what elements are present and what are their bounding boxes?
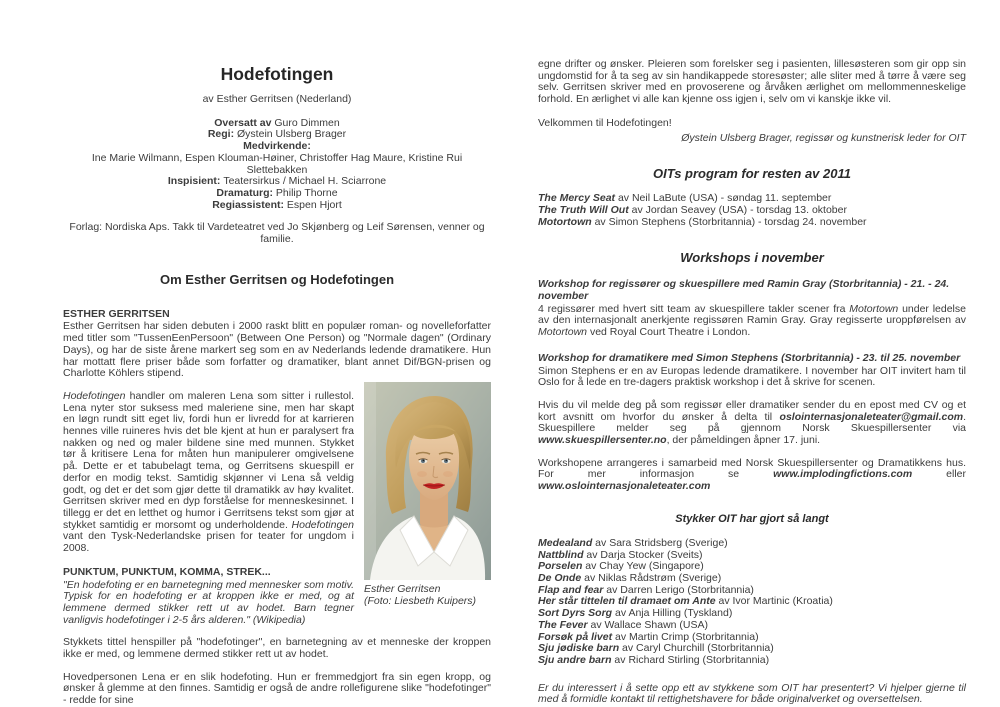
play-item: Nattblind av Darja Stocker (Sveits) bbox=[538, 548, 703, 561]
credit-line-translator: Oversatt av Guro Dimmen bbox=[214, 116, 340, 129]
play-item: Porselen av Chay Yew (Singapore) bbox=[538, 560, 704, 573]
right-column bbox=[538, 58, 966, 706]
workshop-ramin-gray-body: 4 regissører med hvert sitt team av skuespillere takler scener fra Motortown under ledelse av den internasjonalt anerkjente regissøren Ramin Gray. Gray regisserte uroppførelsen av Motortown ved Royal Court Theatre i London. bbox=[538, 302, 966, 339]
title-explanation-paragraph: Stykkets tittel henspiller på "hodefotinger", en barnetegning av et menneske der kroppen ikke er med, og lemmene dermed stikker rett ut av hodet. bbox=[63, 636, 491, 661]
plays-heading: Stykker OIT har gjort så langt bbox=[675, 512, 829, 525]
play-item: Sju andre barn av Richard Stirling (Storbritannia) bbox=[538, 653, 770, 666]
play-item: Her står tittelen til dramaet om Ante av Ivor Martinic (Kroatia) bbox=[538, 595, 833, 608]
credit-line-stage-manager: Inspisient: Teatersirkus / Michael H. Sciarrone bbox=[167, 175, 387, 188]
intro-paragraph: egne drifter og ønsker. Pleieren som forelsker seg i pasienten, lillesøsteren som gir opp sin ungdomstid for å ta seg av sin handikappede storesøster; alle sliter med å tørre å være seg selv. Gerritsen skriver med en provoserene og årvåken ærlighet om mellommenneskelige forhold. En ærlighet vi alle kan kjenne oss igjen i, selv om vi kanskje ikke vil. bbox=[538, 58, 966, 106]
credit-line-director: Regi: Øystein Ulsberg Brager bbox=[207, 128, 347, 141]
photo-caption bbox=[364, 583, 491, 607]
rights-note: Er du interessert i å sette opp ett av stykkene som OIT har presentert? Vi hjelper gjerne til med å formidle kontakt til rettighetshavere for både originalverket og oversettelsen. bbox=[538, 681, 966, 706]
play-item: Flap and fear av Darren Lerigo (Storbritannia) bbox=[538, 583, 754, 596]
program-item: Motortown av Simon Stephens (Storbritannia) - torsdag 24. november bbox=[538, 215, 867, 228]
credit-line-cast-names: Ine Marie Wilmann, Espen Klouman-Høiner, Christoffer Hag Maure, Kristine Rui Slettebakken bbox=[91, 151, 463, 176]
production-title: Hodefotingen bbox=[220, 64, 334, 84]
program-item: The Mercy Seat av Neil LaBute (USA) - søndag 11. september bbox=[538, 192, 832, 205]
esther-gerritsen-portrait-photo bbox=[364, 382, 491, 580]
byline: av Esther Gerritsen (Nederland) bbox=[202, 93, 352, 105]
bio-paragraph: Esther Gerritsen har siden debuten i 2000 raskt blitt en populær roman- og novelleforfatter med titler som "TussenEenPersoon" (Between One Person) og "Normale dagen" (Ordinary Days), og har de siste årene markert seg som en av Nederlands ledende dramatikere. Hun har mottatt flere priser både som forfatter og dramatiker, blant annet Dif/BGN-prisen og Charlotte Köhlers stipend. bbox=[63, 320, 491, 380]
play-item: Forsøk på livet av Martin Crimp (Storbritannia) bbox=[538, 630, 759, 643]
info-paragraph: Workshopene arrangeres i samarbeid med Norsk Skuespillersenter og Dramatikkens hus. For mer informasjon se www.implodingfictions.com eller www.oslointernasjonaleteater.com bbox=[538, 456, 966, 493]
play-item: Sort Dyrs Sorg av Anja Hilling (Tyskland) bbox=[538, 607, 733, 620]
program-heading: OITs program for resten av 2011 bbox=[653, 166, 851, 182]
workshops-heading: Workshops i november bbox=[680, 250, 824, 266]
play-item: The Fever av Wallace Shawn (USA) bbox=[538, 618, 709, 631]
punktum-heading: PUNKTUM, PUNKTUM, KOMMA, STREK... bbox=[63, 565, 271, 578]
play-item: Sju jødiske barn av Caryl Churchill (Storbritannia) bbox=[538, 642, 774, 655]
program-list bbox=[538, 193, 966, 228]
signature-line: Øystein Ulsberg Brager, regissør og kunstnerisk leder for OIT bbox=[681, 131, 966, 144]
plays-list bbox=[538, 538, 966, 667]
welcome-line: Velkommen til Hodefotingen! bbox=[538, 116, 672, 129]
credit-line-cast-label: Medvirkende: bbox=[243, 140, 311, 153]
program-item: The Truth Will Out av Jordan Seavey (USA) - torsdag 13. oktober bbox=[538, 203, 847, 216]
credits-block bbox=[63, 118, 491, 212]
play-item: Medealand av Sara Stridsberg (Sverige) bbox=[538, 536, 728, 549]
signup-paragraph: Hvis du vil melde deg på som regissør eller dramatiker sender du en epost med CV og et kort avsnitt om hvorfor du ønsker å delta til oslointernasjonaleteater@gmail.com. Skuespillere melder seg på gjennom Norsk Skuespillersenter via www.skuespillersenter.no, der påmeldingen åpner 17. juni. bbox=[538, 398, 966, 447]
bio-heading: ESTHER GERRITSEN bbox=[63, 307, 170, 320]
photo-caption-credit: (Foto: Liesbeth Kuipers) bbox=[364, 594, 477, 607]
wikipedia-quote: "En hodefoting er en barnetegning med mennesker som motiv. Typisk for en hodefoting er at kroppen ikke er med, og at lemmene dermed stikker rett ut av hodet. Barn tegner vanligvis hodefotinger i 2-5 års alderen." (Wikipedia) bbox=[63, 578, 354, 626]
workshop-simon-stephens-body: Simon Stephens er en av Europas ledende dramatikere. I november har OIT invitert ham til Oslo for å lede en tre-dagers praktisk workshop i det å skrive for scenen. bbox=[538, 364, 966, 389]
about-section-heading: Om Esther Gerritsen og Hodefotingen bbox=[159, 271, 395, 287]
closing-paragraph: Hovedpersonen Lena er en slik hodefoting. Hun er fremmedgjort fra sin egen kropp, og ønsker å glemme at den finnes. Samtidig er også de andre rollefigurene slike "hodefotinger" - redde for sine bbox=[63, 670, 491, 707]
left-column bbox=[63, 58, 491, 707]
photo-figure bbox=[364, 382, 491, 607]
workshop-ramin-gray-title: Workshop for regissører og skuespillere med Ramin Gray (Storbritannia) - 21. - 24. november bbox=[538, 278, 950, 303]
story-paragraph: Hodefotingen handler om maleren Lena som sitter i rullestol. Lena nyter stor suksess med maleriene sine, men har skapt en løgn rundt sitt eget liv, fordi hun er livredd for at karrieren hennes ville ruineres hvis det ble kjent at hun er paralysert fra nakken og ned og maler bildene sine med munnen. Stykket tør å kritisere Lena for måten hun manipulerer omgivelsene på. Dette er et tabubelagt tema, og Gerritsens skuespill er derfor en modig tekst. Samtidig skjønner vi Lena så veldig godt, og det er det som gjør dette til dramatikk av høy kvalitet. Gerritsen skriver med en dyp forståelse for menneskesinnet. I tillegg er det en letthet og humor i Gerritsens tekst som gjør at stykket samtidig er morsomt og underholdende. Hodefotingen vant den Tysk-Nederlandske prisen for teater for ungdom i 2008. bbox=[63, 389, 354, 555]
credit-line-dramaturg: Dramaturg: Philip Thorne bbox=[216, 186, 338, 199]
credit-line-assistant-director: Regiassistent: Espen Hjort bbox=[212, 198, 342, 211]
publisher-note: Forlag: Nordiska Aps. Takk til Vardeteatret ved Jo Skjønberg og Leif Sørensen, venner og familie. bbox=[69, 221, 485, 246]
photo-caption-name: Esther Gerritsen bbox=[364, 582, 441, 595]
workshop-simon-stephens-title: Workshop for dramatikere med Simon Stephens (Storbritannia) - 23. til 25. november bbox=[538, 351, 961, 364]
play-item: De Onde av Niklas Rådstrøm (Sverige) bbox=[538, 571, 722, 584]
